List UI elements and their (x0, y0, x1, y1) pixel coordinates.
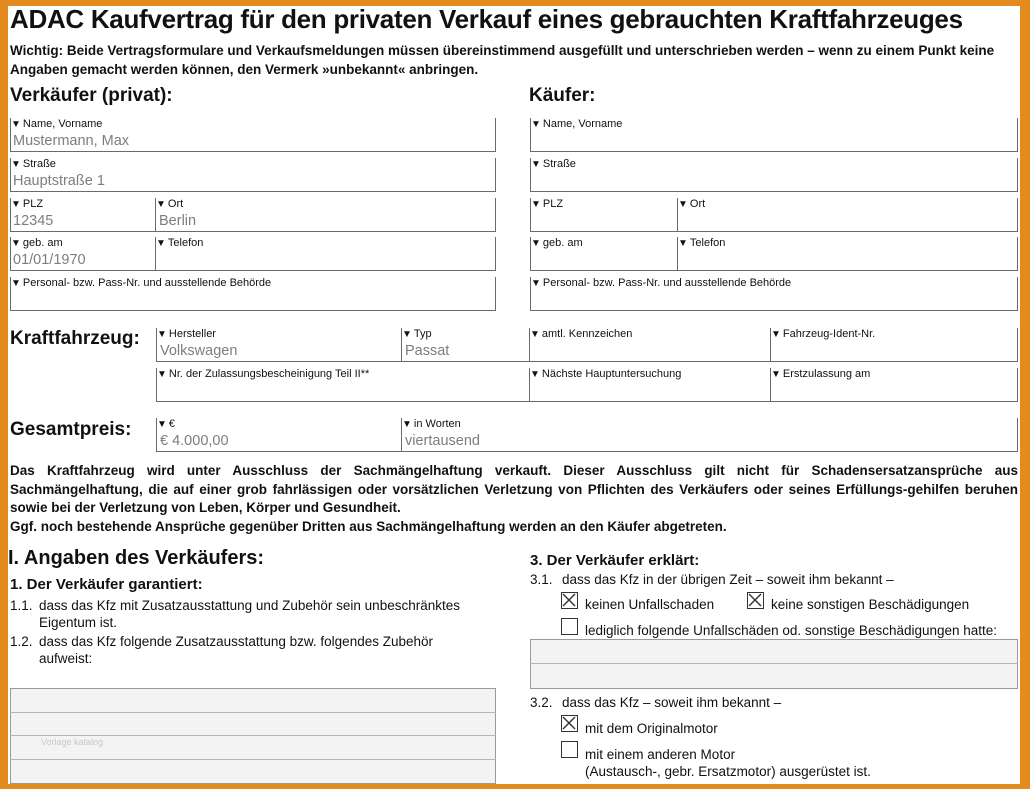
price-words-label: in Worten (413, 418, 461, 430)
buyer-id-label: Personal- bzw. Pass-Nr. und ausstellende Behörde (542, 277, 792, 289)
seller-phone-field[interactable] (156, 237, 496, 271)
price-heading: Gesamtpreis: (10, 419, 132, 440)
vehicle-reg-field[interactable] (156, 368, 530, 402)
vehicle-first-reg-field[interactable] (771, 368, 1018, 402)
buyer-zip-field[interactable] (530, 198, 678, 232)
price-euro-field[interactable] (156, 418, 402, 452)
arrow-down-icon: ▼ (771, 369, 781, 380)
buyer-phone-label: Telefon (689, 237, 726, 249)
buyer-street-field[interactable] (530, 158, 1018, 192)
other-motor-checkbox[interactable] (561, 741, 578, 758)
arrow-down-icon: ▼ (11, 199, 21, 210)
arrow-down-icon: ▼ (157, 329, 167, 340)
buyer-heading: Käufer: (529, 85, 596, 106)
no-accident-label: keinen Unfallschaden (585, 597, 715, 612)
buyer-birth-label: geb. am (542, 237, 583, 249)
seller-zip-label: PLZ (22, 198, 44, 210)
arrow-down-icon: ▼ (530, 329, 540, 340)
arrow-down-icon: ▼ (156, 238, 166, 249)
item32-text: dass das Kfz – soweit ihm bekannt – (562, 695, 782, 710)
vehicle-vin-field[interactable] (771, 328, 1018, 362)
vehicle-maker-value: Volkswagen (160, 343, 238, 359)
seller-id-field[interactable] (10, 277, 496, 311)
seller-street-field[interactable] (10, 158, 496, 192)
arrow-down-icon: ▼ (531, 119, 541, 130)
item12-text: dass das Kfz folgende Zusatzausstattung bzw. folgendes Zubehör aufweist: (39, 634, 433, 666)
seller-birth-value: 01/01/1970 (13, 252, 86, 268)
arrow-down-icon: ▼ (157, 419, 167, 430)
arrow-down-icon: ▼ (402, 419, 412, 430)
buyer-id-field[interactable] (530, 277, 1018, 311)
damages-line (530, 663, 1018, 664)
accessories-line (10, 759, 496, 760)
buyer-name-field[interactable] (530, 118, 1018, 152)
item31-number: 3.1. (530, 572, 553, 587)
accessories-box[interactable] (10, 688, 496, 784)
price-euro-value: € 4.000,00 (160, 433, 229, 449)
seller-birth-label: geb. am (22, 237, 63, 249)
vehicle-heading: Kraftfahrzeug: (10, 328, 140, 349)
watermark: Vorlage katalog (41, 737, 104, 747)
seller-phone-label: Telefon (167, 237, 204, 249)
arrow-down-icon: ▼ (157, 369, 167, 380)
no-damage-label: keine sonstigen Beschädigungen (771, 597, 970, 612)
arrow-down-icon: ▼ (531, 159, 541, 170)
other-motor-note: (Austausch-, gebr. Ersatzmotor) ausgerüstet ist. (585, 764, 871, 779)
no-damage-checkbox[interactable] (747, 592, 764, 609)
arrow-down-icon: ▼ (531, 278, 541, 289)
item32-number: 3.2. (530, 695, 553, 710)
no-accident-checkbox[interactable] (561, 592, 578, 609)
vehicle-type-field[interactable] (402, 328, 530, 362)
other-motor-label: mit einem anderen Motor (585, 747, 736, 762)
seller-city-value: Berlin (159, 213, 197, 229)
intro-note: Wichtig: Beide Vertragsformulare und Verkaufsmeldungen müssen übereinstimmend ausgefüllt und unterschrieben werden – wenn zu einem Punkt keine Angaben gemacht werden können, den Vermerk »unbekannt« anbringen. (10, 43, 995, 77)
contract-form (8, 6, 1020, 784)
item12-number: 1.2. (10, 634, 33, 649)
accessories-line (10, 712, 496, 713)
vehicle-plate-label: amtl. Kennzeichen (541, 328, 633, 340)
accidents-label: lediglich folgende Unfallschäden od. sonstige Beschädigungen hatte: (585, 623, 998, 638)
arrow-down-icon: ▼ (771, 329, 781, 340)
seller-zip-value: 12345 (13, 213, 54, 229)
seller-name-field[interactable] (10, 118, 496, 152)
section1-sub1: 1. Der Verkäufer garantiert: (10, 576, 203, 593)
price-words-value: viertausend (405, 433, 480, 449)
buyer-birth-field[interactable] (530, 237, 678, 271)
damages-box[interactable] (530, 639, 1018, 689)
seller-id-label: Personal- bzw. Pass-Nr. und ausstellende Behörde (22, 277, 272, 289)
seller-birth-field[interactable] (10, 237, 156, 271)
disclaimer-line2: Ggf. noch bestehende Ansprüche gegenüber Dritten aus Sachmängelhaftung werden an den Käufer abgetreten. (10, 518, 727, 534)
vehicle-reg-label: Nr. der Zulassungsbescheinigung Teil II** (168, 368, 370, 380)
original-motor-label: mit dem Originalmotor (585, 721, 718, 736)
arrow-down-icon: ▼ (530, 369, 540, 380)
accessories-line (10, 735, 496, 736)
price-words-field[interactable] (402, 418, 1018, 452)
buyer-street-label: Straße (542, 158, 576, 170)
buyer-zip-label: PLZ (542, 198, 564, 210)
seller-city-label: Ort (167, 198, 184, 210)
vehicle-inspection-label: Nächste Hauptuntersuchung (541, 368, 682, 380)
disclaimer-text (10, 462, 1018, 536)
buyer-city-field[interactable] (678, 198, 1018, 232)
vehicle-first-reg-label: Erstzulassung am (782, 368, 871, 380)
accidents-checkbox[interactable] (561, 618, 578, 635)
arrow-down-icon: ▼ (678, 238, 688, 249)
seller-name-label: Name, Vorname (22, 118, 103, 130)
section3-sub3: 3. Der Verkäufer erklärt: (530, 552, 700, 569)
arrow-down-icon: ▼ (402, 329, 412, 340)
arrow-down-icon: ▼ (11, 278, 21, 289)
original-motor-checkbox[interactable] (561, 715, 578, 732)
item31-text: dass das Kfz in der übrigen Zeit – soweit ihm bekannt – (562, 572, 894, 587)
item11-text: dass das Kfz mit Zusatzausstattung und Zubehör sein unbeschränktes Eigentum ist. (39, 598, 460, 630)
seller-name-value: Mustermann, Max (13, 133, 130, 149)
vehicle-type-value: Passat (405, 343, 450, 359)
check-x-icon (562, 593, 576, 607)
price-euro-label: € (168, 418, 176, 430)
page-title: ADAC Kaufvertrag für den privaten Verkauf eines gebrauchten Kraftfahrzeuges (10, 6, 963, 34)
arrow-down-icon: ▼ (531, 199, 541, 210)
seller-heading: Verkäufer (privat): (10, 85, 173, 106)
seller-zip-field[interactable] (10, 198, 156, 232)
arrow-down-icon: ▼ (531, 238, 541, 249)
arrow-down-icon: ▼ (11, 238, 21, 249)
arrow-down-icon: ▼ (11, 159, 21, 170)
buyer-phone-field[interactable] (678, 237, 1018, 271)
buyer-city-label: Ort (689, 198, 706, 210)
vehicle-type-label: Typ (413, 328, 432, 340)
vehicle-maker-label: Hersteller (168, 328, 216, 340)
check-x-icon (748, 593, 762, 607)
vehicle-inspection-field[interactable] (530, 368, 771, 402)
item11-number: 1.1. (10, 598, 33, 613)
disclaimer-line1: Das Kraftfahrzeug wird unter Ausschluss der Sachmängelhaftung verkauft. Dieser Ausschluss gilt nicht für Schadensersatzansprüche aus Sachmängelhaftung, die auf einer grob fahrlässigen oder vorsätzlichen Verletzung von Pflichten des Verkäufers oder seines Erfüllungs-gehilfen beruhen sowie bei der Verletzung von Leben, Körper und Gesundheit. (10, 463, 1018, 515)
arrow-down-icon: ▼ (11, 119, 21, 130)
seller-street-label: Straße (22, 158, 56, 170)
seller-street-value: Hauptstraße 1 (13, 173, 105, 189)
arrow-down-icon: ▼ (678, 199, 688, 210)
vehicle-maker-field[interactable] (156, 328, 402, 362)
seller-city-field[interactable] (156, 198, 496, 232)
buyer-name-label: Name, Vorname (542, 118, 623, 130)
check-x-icon (562, 716, 576, 730)
arrow-down-icon: ▼ (156, 199, 166, 210)
vehicle-vin-label: Fahrzeug-Ident-Nr. (782, 328, 876, 340)
section1-heading: I. Angaben des Verkäufers: (8, 547, 265, 569)
vehicle-plate-field[interactable] (530, 328, 771, 362)
